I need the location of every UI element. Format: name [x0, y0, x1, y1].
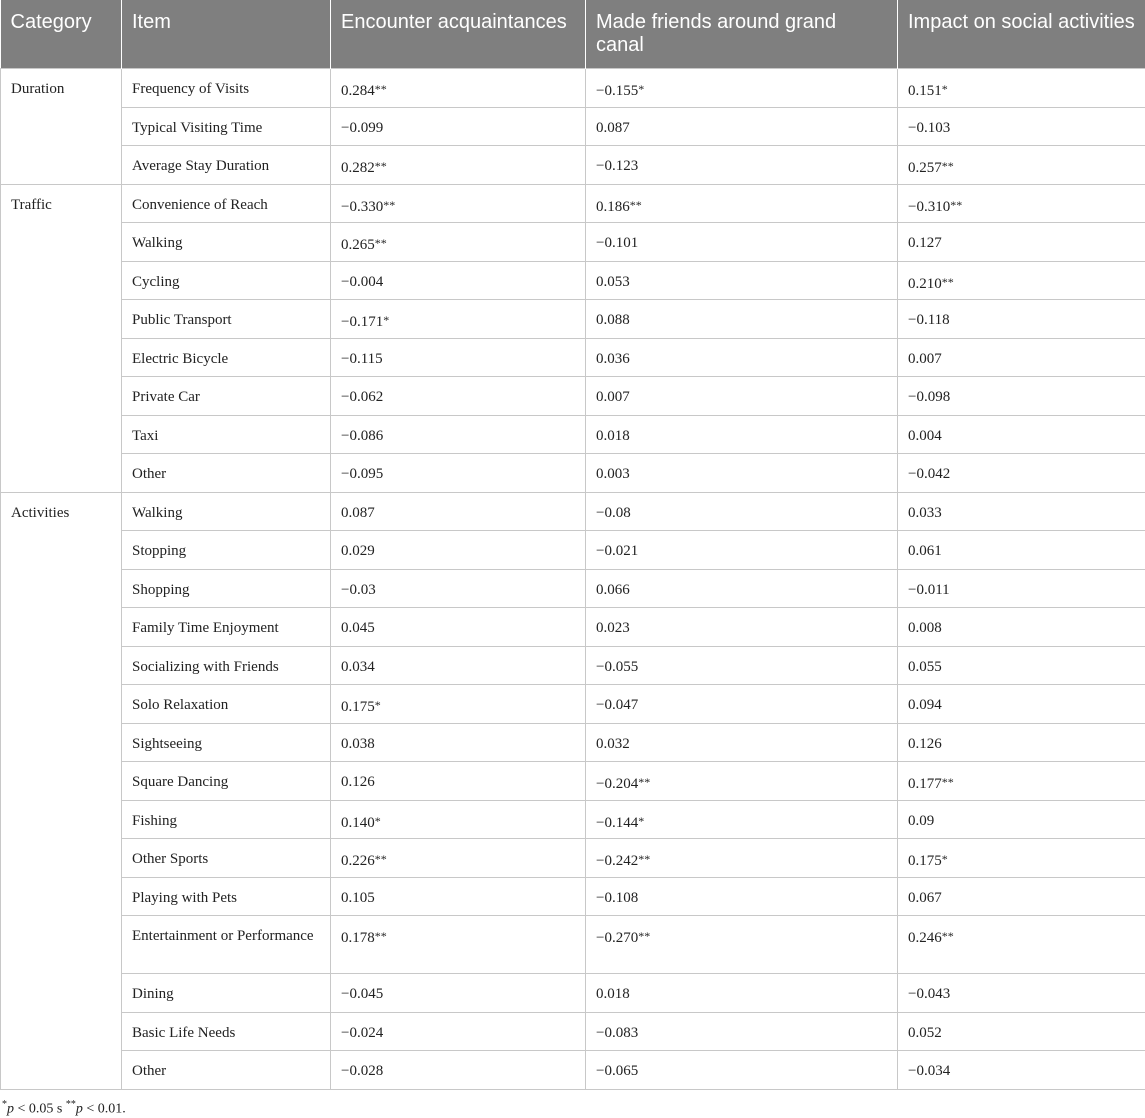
cell-encounter: −0.062 — [331, 377, 586, 416]
cell-made-friends: 0.036 — [586, 338, 898, 377]
table-row — [1, 608, 1145, 647]
cell-impact: 0.067 — [898, 877, 1145, 916]
cell-impact: 0.177** — [898, 762, 1145, 801]
cell-encounter: −0.004 — [331, 261, 586, 300]
category-cell: Activities — [1, 492, 122, 1089]
cell-made-friends: −0.204** — [586, 762, 898, 801]
footnote — [2, 1099, 126, 1118]
cell-made-friends: −0.108 — [586, 877, 898, 916]
cell-encounter: 0.284** — [331, 69, 586, 108]
category-cell: Traffic — [1, 184, 122, 492]
cell-impact: 0.210** — [898, 261, 1145, 300]
significance-stars: ** — [942, 775, 954, 789]
cell-item: Convenience of Reach — [122, 184, 331, 223]
cell-impact: 0.052 — [898, 1012, 1145, 1051]
significance-stars: * — [638, 82, 644, 96]
cell-item: Other Sports — [122, 839, 331, 878]
cell-made-friends: 0.003 — [586, 454, 898, 493]
cell-impact: −0.103 — [898, 107, 1145, 146]
header-row — [1, 0, 1145, 69]
cell-impact: 0.257** — [898, 146, 1145, 185]
significance-stars: ** — [375, 929, 387, 943]
cell-encounter: 0.265** — [331, 223, 586, 262]
cell-impact: 0.127 — [898, 223, 1145, 262]
cell-impact: 0.09 — [898, 800, 1145, 839]
cell-made-friends: −0.021 — [586, 531, 898, 570]
cell-impact: 0.033 — [898, 492, 1145, 531]
cell-item: Solo Relaxation — [122, 685, 331, 724]
cell-made-friends: 0.087 — [586, 107, 898, 146]
footnote-p-1: p — [7, 1102, 14, 1117]
cell-item: Average Stay Duration — [122, 146, 331, 185]
cell-made-friends: 0.007 — [586, 377, 898, 416]
significance-stars: * — [942, 82, 948, 96]
table-row — [1, 723, 1145, 762]
cell-made-friends: 0.032 — [586, 723, 898, 762]
cell-impact: −0.042 — [898, 454, 1145, 493]
cell-item: Private Car — [122, 377, 331, 416]
table-row — [1, 877, 1145, 916]
cell-encounter: 0.140* — [331, 800, 586, 839]
cell-encounter: 0.282** — [331, 146, 586, 185]
cell-encounter: 0.034 — [331, 646, 586, 685]
cell-impact: 0.094 — [898, 685, 1145, 724]
cell-encounter: −0.095 — [331, 454, 586, 493]
cell-item: Frequency of Visits — [122, 69, 331, 108]
table-body — [1, 69, 1145, 1090]
cell-made-friends: −0.242** — [586, 839, 898, 878]
cell-item: Square Dancing — [122, 762, 331, 801]
significance-stars: ** — [950, 198, 962, 212]
table-row — [1, 261, 1145, 300]
significance-stars: * — [375, 814, 381, 828]
table-row — [1, 762, 1145, 801]
cell-made-friends: −0.101 — [586, 223, 898, 262]
category-cell: Duration — [1, 69, 122, 185]
cell-encounter: 0.038 — [331, 723, 586, 762]
cell-impact: −0.118 — [898, 300, 1145, 339]
cell-impact: 0.004 — [898, 415, 1145, 454]
cell-item: Dining — [122, 974, 331, 1013]
table-row — [1, 184, 1145, 223]
cell-impact: −0.310** — [898, 184, 1145, 223]
table-row — [1, 646, 1145, 685]
cell-made-friends: −0.065 — [586, 1051, 898, 1090]
cell-made-friends: −0.083 — [586, 1012, 898, 1051]
significance-stars: * — [638, 814, 644, 828]
header-made-friends: Made friends around grand canal — [586, 0, 898, 69]
cell-impact: 0.055 — [898, 646, 1145, 685]
cell-item: Entertainment or Performance — [122, 916, 331, 974]
significance-stars: ** — [942, 159, 954, 173]
cell-item: Walking — [122, 492, 331, 531]
table-row — [1, 685, 1145, 724]
header-encounter: Encounter acquaintances — [331, 0, 586, 69]
cell-encounter: −0.086 — [331, 415, 586, 454]
significance-stars: * — [942, 852, 948, 866]
cell-impact: −0.011 — [898, 569, 1145, 608]
cell-made-friends: −0.047 — [586, 685, 898, 724]
cell-encounter: 0.126 — [331, 762, 586, 801]
cell-item: Typical Visiting Time — [122, 107, 331, 146]
cell-item: Basic Life Needs — [122, 1012, 331, 1051]
table-row — [1, 839, 1145, 878]
cell-made-friends: −0.270** — [586, 916, 898, 974]
table-row — [1, 569, 1145, 608]
header-category: Category — [1, 0, 122, 69]
cell-encounter: −0.024 — [331, 1012, 586, 1051]
cell-made-friends: 0.186** — [586, 184, 898, 223]
cell-made-friends: −0.08 — [586, 492, 898, 531]
cell-impact: 0.246** — [898, 916, 1145, 974]
significance-stars: ** — [383, 198, 395, 212]
table-row — [1, 107, 1145, 146]
cell-encounter: 0.087 — [331, 492, 586, 531]
cell-made-friends: 0.053 — [586, 261, 898, 300]
table-row — [1, 531, 1145, 570]
cell-item: Electric Bicycle — [122, 338, 331, 377]
significance-stars: * — [375, 698, 381, 712]
cell-item: Fishing — [122, 800, 331, 839]
table-row — [1, 300, 1145, 339]
cell-encounter: −0.03 — [331, 569, 586, 608]
cell-encounter: −0.028 — [331, 1051, 586, 1090]
cell-item: Stopping — [122, 531, 331, 570]
cell-made-friends: 0.088 — [586, 300, 898, 339]
table-row — [1, 492, 1145, 531]
cell-encounter: −0.171* — [331, 300, 586, 339]
cell-encounter: 0.175* — [331, 685, 586, 724]
significance-stars: ** — [375, 82, 387, 96]
table-row — [1, 377, 1145, 416]
significance-stars: ** — [638, 929, 650, 943]
cell-impact: 0.007 — [898, 338, 1145, 377]
significance-stars: ** — [942, 275, 954, 289]
footnote-mark-2: ** — [66, 1099, 76, 1110]
footnote-p-2: p — [76, 1102, 83, 1117]
cell-made-friends: −0.155* — [586, 69, 898, 108]
significance-stars: ** — [942, 929, 954, 943]
header-impact: Impact on social activities — [898, 0, 1145, 69]
cell-item: Other — [122, 454, 331, 493]
table-row — [1, 974, 1145, 1013]
cell-impact: 0.175* — [898, 839, 1145, 878]
significance-stars: ** — [638, 852, 650, 866]
cell-impact: 0.061 — [898, 531, 1145, 570]
cell-encounter: 0.045 — [331, 608, 586, 647]
significance-stars: ** — [375, 852, 387, 866]
table-row — [1, 800, 1145, 839]
significance-stars: * — [383, 313, 389, 327]
cell-encounter: −0.115 — [331, 338, 586, 377]
cell-impact: 0.008 — [898, 608, 1145, 647]
cell-item: Taxi — [122, 415, 331, 454]
cell-made-friends: 0.018 — [586, 415, 898, 454]
cell-made-friends: −0.144* — [586, 800, 898, 839]
cell-made-friends: 0.023 — [586, 608, 898, 647]
table-row — [1, 1051, 1145, 1090]
cell-impact: −0.034 — [898, 1051, 1145, 1090]
footnote-text-1: < 0.05 s — [14, 1102, 66, 1117]
cell-item: Playing with Pets — [122, 877, 331, 916]
table-row — [1, 916, 1145, 974]
cell-item: Shopping — [122, 569, 331, 608]
significance-stars: ** — [638, 775, 650, 789]
cell-item: Family Time Enjoyment — [122, 608, 331, 647]
significance-stars: ** — [375, 236, 387, 250]
cell-item: Socializing with Friends — [122, 646, 331, 685]
cell-made-friends: 0.066 — [586, 569, 898, 608]
table-row — [1, 338, 1145, 377]
table-row — [1, 454, 1145, 493]
cell-made-friends: 0.018 — [586, 974, 898, 1013]
cell-encounter: 0.178** — [331, 916, 586, 974]
header-item: Item — [122, 0, 331, 69]
cell-made-friends: −0.055 — [586, 646, 898, 685]
table-row — [1, 146, 1145, 185]
table-row — [1, 223, 1145, 262]
footnote-mark-1: * — [2, 1099, 7, 1110]
cell-item: Cycling — [122, 261, 331, 300]
cell-item: Sightseeing — [122, 723, 331, 762]
cell-encounter: 0.226** — [331, 839, 586, 878]
cell-encounter: 0.105 — [331, 877, 586, 916]
significance-stars: ** — [630, 198, 642, 212]
table-row — [1, 1012, 1145, 1051]
cell-item: Public Transport — [122, 300, 331, 339]
cell-item: Other — [122, 1051, 331, 1090]
cell-impact: −0.043 — [898, 974, 1145, 1013]
cell-encounter: −0.330** — [331, 184, 586, 223]
cell-encounter: −0.045 — [331, 974, 586, 1013]
cell-item: Walking — [122, 223, 331, 262]
table-row — [1, 69, 1145, 108]
cell-impact: 0.151* — [898, 69, 1145, 108]
cell-encounter: 0.029 — [331, 531, 586, 570]
cell-made-friends: −0.123 — [586, 146, 898, 185]
footnote-text-2: < 0.01. — [83, 1102, 126, 1117]
cell-encounter: −0.099 — [331, 107, 586, 146]
cell-impact: −0.098 — [898, 377, 1145, 416]
cell-impact: 0.126 — [898, 723, 1145, 762]
significance-stars: ** — [375, 159, 387, 173]
table-row — [1, 415, 1145, 454]
